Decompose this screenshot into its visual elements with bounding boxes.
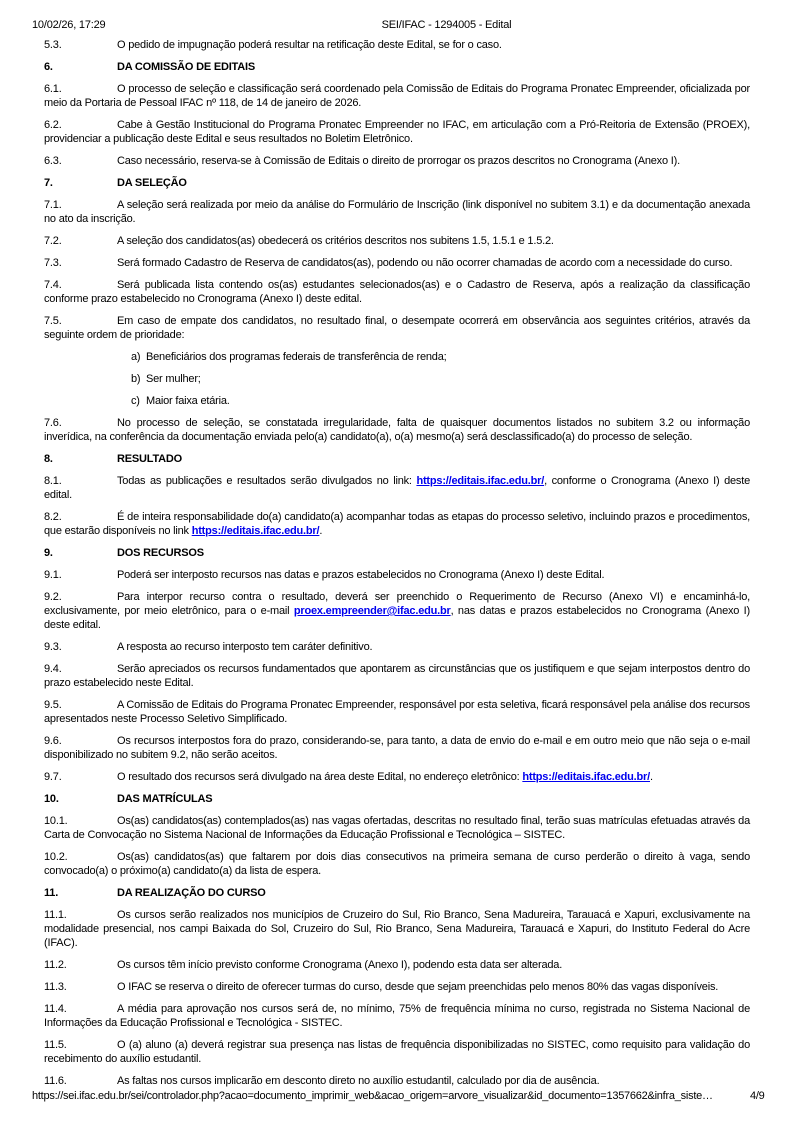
clause-paragraph (44, 416, 750, 444)
clause-number: 7.3. (44, 257, 62, 269)
clause-number: 9.7. (44, 771, 62, 783)
clause-text: Em caso de empate dos candidatos, no resultado final, o desempate ocorrerá em observância aos seguintes critérios, através da seguinte ordem de prioridade: (44, 315, 750, 341)
clause-text: Os(as) candidatos(as) contemplados(as) nas vagas ofertadas, descritas no resultado final, terão suas matrículas efetuadas através da Carta de Convocação no Sistema Nacional de Informações da Educação Profissional e Tecnológica – SISTEC. (44, 815, 750, 841)
clause-number: 6.1. (44, 83, 62, 95)
list-item (44, 350, 750, 364)
clause-number: 11.6. (44, 1075, 67, 1087)
clause-text: O pedido de impugnação poderá resultar na retificação deste Edital, se for o caso. (117, 39, 502, 51)
clause-text: Os cursos serão realizados nos municípios de Cruzeiro do Sul, Rio Branco, Sena Madureira, Tarauacá e Xapuri, exclusivamente na modalidade presencial, nos campi Baixada do Sol, Cruzeiro do Sul, Rio Branco, Sena Madureira, Tarauacá e Xapuri, do Instituto Federal do Acre (IFAC). (44, 909, 750, 949)
clause-number: 7. (44, 177, 53, 189)
clause-text-after-link: , conforme o Cronograma (Anexo I) deste edital. (44, 475, 750, 501)
clause-paragraph (44, 734, 750, 762)
clause-paragraph (44, 850, 750, 878)
clause-paragraph (44, 38, 750, 52)
clause-number: a) (131, 351, 141, 363)
clause-paragraph (44, 198, 750, 226)
clause-paragraph (44, 662, 750, 690)
section-heading (44, 792, 750, 806)
clause-text: Maior faixa etária. (146, 395, 230, 407)
clause-text: Para interpor recurso contra o resultado, deverá ser preenchido o Requerimento de Recurso (Anexo VI) e encaminhá-lo, exclusivamente, por meio eletrônico, para o e-mail (44, 591, 750, 617)
clause-text: No processo de seleção, se constatada irregularidade, falta de quaisquer documentos listados no subitem 3.2 ou informação inverídica, na conferência da documentação enviada pelo(a) candidato(a), o(a) mesmo(a) será desclassificado(a) do processo de seleção. (44, 417, 750, 443)
clause-number: 9.4. (44, 663, 62, 675)
clause-paragraph (44, 698, 750, 726)
clause-number: 11.5. (44, 1039, 67, 1051)
clause-text: É de inteira responsabilidade do(a) candidato(a) acompanhar todas as etapas do processo seletivo, incluindo prazos e procedimentos, que estarão disponíveis no link (44, 511, 750, 537)
clause-text: RESULTADO (117, 453, 183, 465)
clause-number: 9.2. (44, 591, 62, 603)
clause-text: A Comissão de Editais do Programa Pronatec Empreender, responsável por esta seletiva, ficará responsável pela análise dos recursos apresentados neste Processo Seletivo Simplificado. (44, 699, 750, 725)
clause-paragraph (44, 590, 750, 632)
section-heading (44, 452, 750, 466)
clause-text: Serão apreciados os recursos fundamentados que apontarem as circunstâncias que os justifiquem e que sejam interpostos dentro do prazo estabelecido neste Edital. (44, 663, 750, 689)
clause-paragraph (44, 980, 750, 994)
clause-paragraph (44, 1002, 750, 1030)
clause-text: DA COMISSÃO DE EDITAIS (117, 61, 255, 73)
clause-paragraph (44, 82, 750, 110)
clause-text-after-link: , nas datas e prazos estabelecidos no Cronograma (Anexo I) deste edital. (44, 605, 750, 631)
clause-text: Todas as publicações e resultados serão divulgados no link: (117, 475, 417, 487)
clause-number: 10.2. (44, 851, 68, 863)
clause-paragraph (44, 908, 750, 950)
clause-number: 7.6. (44, 417, 62, 429)
list-item (44, 372, 750, 386)
clause-number: 11.1. (44, 909, 67, 921)
clause-text: A média para aprovação nos cursos será de, no mínimo, 75% de frequência mínima no curso, registrada no Sistema Nacional de Informações da Educação Profissional e Tecnológica - SISTEC. (44, 1003, 750, 1029)
clause-text: Será publicada lista contendo os(as) estudantes selecionados(as) e o Cadastro de Reserva, após a realização da classificação conforme prazo estabelecido no Cronograma (Anexo I) deste edital. (44, 279, 750, 305)
clause-paragraph (44, 118, 750, 146)
page-url: https://sei.ifac.edu.br/sei/controlador.php?acao=documento_imprimir_web&acao_origem=arvore_visualizar&id_documento=1357662&infra_siste… (32, 1090, 713, 1102)
clause-text: Os recursos interpostos fora do prazo, considerando-se, para tanto, a data de envio do e-mail e em outro meio que não seja o e-mail disponibilizado no subitem 9.2, não serão aceitos. (44, 735, 750, 761)
clause-number: 10. (44, 793, 59, 805)
clause-text: A seleção dos candidatos(as) obedecerá os critérios descritos nos subitens 1.5, 1.5.1 e 1.5.2. (117, 235, 554, 247)
clause-paragraph (44, 958, 750, 972)
clause-paragraph (44, 234, 750, 248)
clause-text: O (a) aluno (a) deverá registrar sua presença nas listas de frequência disponibilizadas no SISTEC, como requisito para validação do recebimento do auxílio estudantil. (44, 1039, 750, 1065)
document-body (44, 38, 750, 1096)
clause-number: 5.3. (44, 39, 62, 51)
clause-text: DA SELEÇÃO (117, 177, 187, 189)
clause-number: 9.5. (44, 699, 62, 711)
clause-text: O resultado dos recursos será divulgado na área deste Edital, no endereço eletrônico: (117, 771, 523, 783)
clause-number: 11.2. (44, 959, 67, 971)
section-heading (44, 546, 750, 560)
clause-paragraph (44, 474, 750, 502)
clause-number: b) (131, 373, 141, 385)
clause-text: DAS MATRÍCULAS (117, 793, 213, 805)
clause-number: 11. (44, 887, 59, 899)
clause-number: 7.5. (44, 315, 62, 327)
section-heading (44, 176, 750, 190)
clause-number: c) (131, 395, 140, 407)
clause-paragraph (44, 1038, 750, 1066)
clause-number: 7.1. (44, 199, 62, 211)
clause-number: 7.4. (44, 279, 62, 291)
clause-text: Os cursos têm início previsto conforme Cronograma (Anexo I), podendo esta data ser alterada. (117, 959, 563, 971)
clause-text: A resposta ao recurso interposto tem caráter definitivo. (117, 641, 373, 653)
clause-text: Ser mulher; (146, 373, 201, 385)
clause-number: 9.1. (44, 569, 62, 581)
clause-text: DOS RECURSOS (117, 547, 204, 559)
clause-paragraph (44, 510, 750, 538)
clause-number: 9.6. (44, 735, 62, 747)
clause-text: Caso necessário, reserva-se à Comissão de Editais o direito de prorrogar os prazos descritos no Cronograma (Anexo I). (117, 155, 680, 167)
clause-paragraph (44, 770, 750, 784)
clause-text: Beneficiários dos programas federais de transferência de renda; (146, 351, 447, 363)
clause-number: 11.3. (44, 981, 67, 993)
clause-number: 8.2. (44, 511, 62, 523)
editais-link[interactable]: https://editais.ifac.edu.br/ (191, 525, 320, 537)
document-title: SEI/IFAC - 1294005 - Edital (381, 19, 512, 31)
clause-text: Os(as) candidatos(as) que faltarem por dois dias consecutivos na primeira semana de curso perderão o direito à vaga, sendo convocado(a) o próximo(a) candidato(a) da lista de espera. (44, 851, 750, 877)
clause-number: 6.3. (44, 155, 62, 167)
print-datetime: 10/02/26, 17:29 (32, 19, 106, 31)
email-link[interactable]: proex.empreender@ifac.edu.br (293, 605, 451, 617)
clause-text: As faltas nos cursos implicarão em desconto direto no auxílio estudantil, calculado por dia de ausência. (117, 1075, 600, 1087)
clause-number: 10.1. (44, 815, 68, 827)
clause-paragraph (44, 814, 750, 842)
clause-paragraph (44, 640, 750, 654)
clause-paragraph (44, 256, 750, 270)
clause-number: 7.2. (44, 235, 62, 247)
clause-number: 9.3. (44, 641, 62, 653)
section-heading (44, 886, 750, 900)
clause-paragraph (44, 1074, 750, 1088)
clause-number: 6.2. (44, 119, 62, 131)
clause-text: Cabe à Gestão Institucional do Programa Pronatec Empreender no IFAC, em articulação com a Pró-Reitoria de Extensão (PROEX), providenciar a publicação deste Edital e seus resultados no Boletim Eletrônico. (44, 119, 750, 145)
clause-text: A seleção será realizada por meio da análise do Formulário de Inscrição (link disponível no subitem 3.1) e da documentação anexada no ato da inscrição. (44, 199, 750, 225)
editais-link[interactable]: https://editais.ifac.edu.br/ (416, 475, 545, 487)
clause-text: DA REALIZAÇÃO DO CURSO (117, 887, 266, 899)
clause-text: Será formado Cadastro de Reserva de candidatos(as), podendo ou não ocorrer chamadas de acordo com a necessidade do curso. (117, 257, 733, 269)
clause-text-after-link: . (650, 771, 653, 783)
clause-text-after-link: . (319, 525, 323, 537)
clause-paragraph (44, 154, 750, 168)
page-number: 4/9 (750, 1090, 765, 1102)
clause-paragraph (44, 568, 750, 582)
editais-link[interactable]: https://editais.ifac.edu.br/ (522, 771, 650, 783)
clause-text: O IFAC se reserva o direito de oferecer turmas do curso, desde que sejam preenchidas pelo menos 80% das vagas disponíveis. (117, 981, 719, 993)
clause-number: 8.1. (44, 475, 62, 487)
clause-paragraph (44, 278, 750, 306)
clause-number: 6. (44, 61, 53, 73)
clause-number: 9. (44, 547, 53, 559)
clause-text: O processo de seleção e classificação será coordenado pela Comissão de Editais do Programa Pronatec Empreender, oficializada por meio da Portaria de Pessoal IFAC nº 118, de 14 de janeiro de 2026. (44, 83, 750, 109)
clause-number: 11.4. (44, 1003, 67, 1015)
clause-number: 8. (44, 453, 53, 465)
list-item (44, 394, 750, 408)
section-heading (44, 60, 750, 74)
clause-text: Poderá ser interposto recursos nas datas e prazos estabelecidos no Cronograma (Anexo I) deste Edital. (117, 569, 605, 581)
clause-paragraph (44, 314, 750, 342)
